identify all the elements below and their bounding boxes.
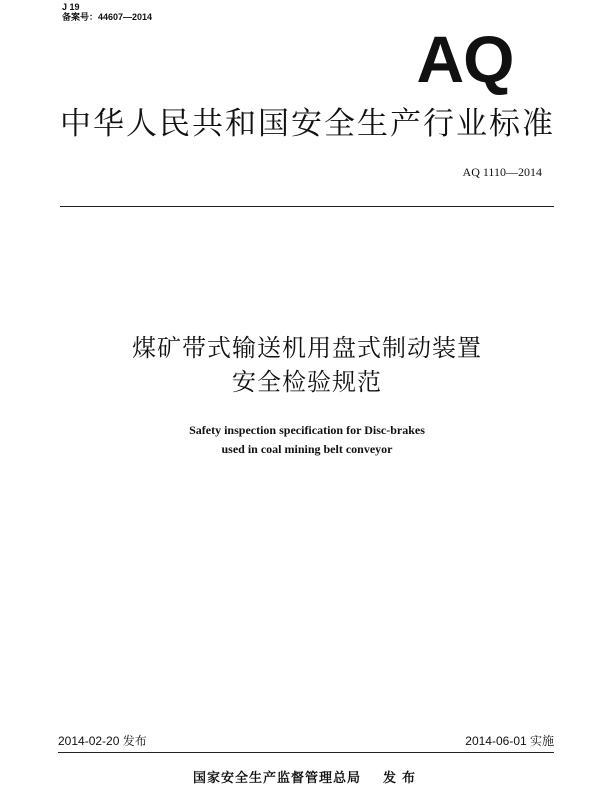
issuing-authority [60, 770, 554, 788]
title-chinese-line-2: 安全检验规范 [232, 368, 382, 396]
issuer-name: 国家安全生产监督管理总局 [192, 771, 361, 786]
title-english-line-2: used in coal mining belt conveyor [221, 442, 393, 456]
standard-number: AQ 1110—2014 [462, 165, 542, 179]
title-english-line-1: Safety inspection specification for Disc-brakes [189, 423, 425, 437]
footer-divider [58, 752, 554, 753]
issue-label: 发布 [383, 771, 422, 786]
effective-date: 2014-06-01 实施 [465, 734, 554, 748]
filing-number: 备案号：44607—2014 [62, 12, 153, 22]
standard-category-title: 中华人民共和国安全生产行业标准 [60, 106, 555, 142]
issue-date: 2014-02-20 发布 [58, 734, 147, 748]
aq-logo: AQ [416, 22, 514, 96]
header-divider [60, 206, 554, 207]
title-chinese-line-1: 煤矿带式输送机用盘式制动装置 [132, 334, 482, 362]
classification-code: J 19 [62, 2, 80, 12]
